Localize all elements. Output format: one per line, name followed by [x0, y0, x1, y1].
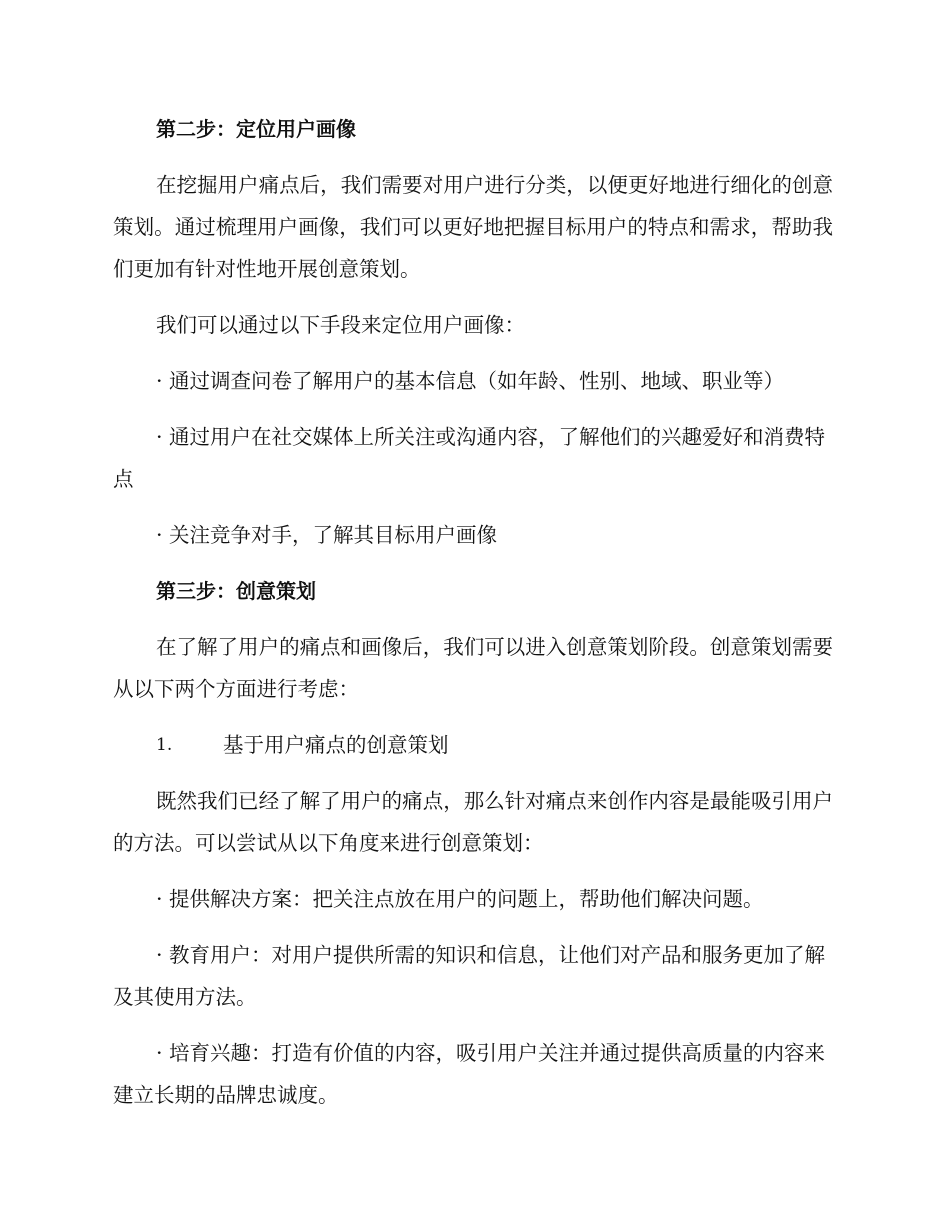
paragraph: 在挖掘用户痛点后，我们需要对用户进行分类，以便更好地进行细化的创意策划。通过梳理用户画像，我们可以更好地把握目标用户的特点和需求，帮助我们更加有针对性地开展创意策划。: [113, 173, 833, 281]
paragraph: 我们可以通过以下手段来定位用户画像：: [156, 313, 525, 337]
bullet-item: · 通过用户在社交媒体上所关注或沟通内容，了解他们的兴趣爱好和消费特点: [113, 425, 826, 491]
bullet-item: · 教育用户：对用户提供所需的知识和信息，让他们对产品和服务更加了解及其使用方法。: [113, 943, 826, 1009]
paragraph: 既然我们已经了解了用户的痛点，那么针对痛点来创作内容是最能吸引用户的方法。可以尝试从以下角度来进行创意策划：: [113, 789, 833, 855]
section-heading-step2: 第二步：定位用户画像: [156, 117, 356, 141]
numbered-item: [113, 724, 833, 766]
document-body: [113, 108, 833, 1130]
section-heading-step3: 第三步：创意策划: [156, 579, 316, 603]
bullet-item: · 通过调查问卷了解用户的基本信息（如年龄、性别、地域、职业等）: [156, 369, 785, 393]
bullet-item: · 培育兴趣：打造有价值的内容，吸引用户关注并通过提供高质量的内容来建立长期的品牌忠诚度。: [113, 1041, 826, 1107]
bullet-item: · 提供解决方案：把关注点放在用户的问题上，帮助他们解决问题。: [156, 887, 764, 911]
paragraph: 在了解了用户的痛点和画像后，我们可以进入创意策划阶段。创意策划需要从以下两个方面进行考虑：: [113, 635, 833, 701]
bullet-item: · 关注竞争对手，了解其目标用户画像: [156, 523, 498, 547]
numbered-item-text: 基于用户痛点的创意策划: [223, 733, 449, 757]
list-number: 1.: [156, 735, 173, 755]
